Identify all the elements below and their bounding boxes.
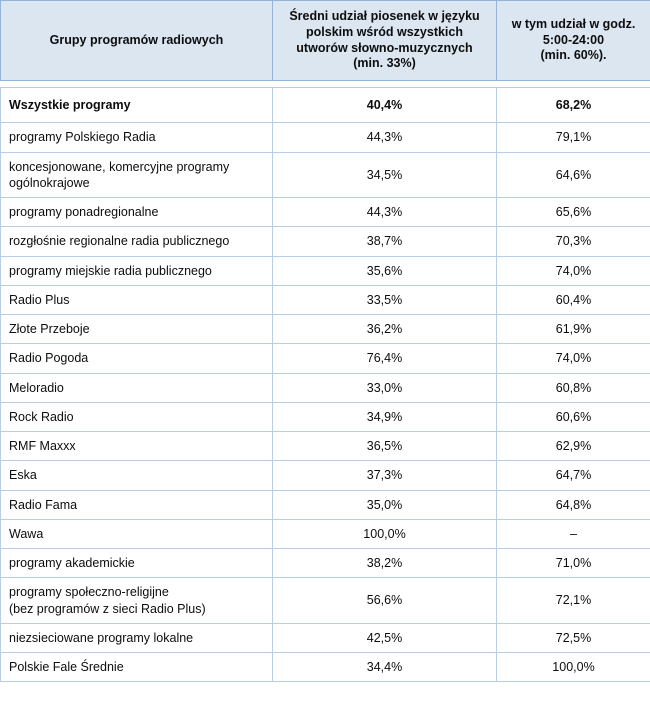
row-share-all: 37,3% [273,461,497,490]
row-share-all: 44,3% [273,198,497,227]
row-share-day: 74,0% [497,344,650,373]
row-label: Złote Przeboje [1,315,273,344]
row-label-line2: ogólnokrajowe [9,175,90,190]
table-row [1,256,650,285]
table-row [1,402,650,431]
row-share-day: 71,0% [497,549,650,578]
row-label-line2: (bez programów z sieci Radio Plus) [9,601,206,616]
row-share-day: 65,6% [497,198,650,227]
row-label: Eska [1,461,273,490]
row-share-all: 56,6% [273,578,497,624]
row-share-day: 61,9% [497,315,650,344]
column-header-group [1,1,273,81]
table-row [1,344,650,373]
row-share-day: 64,7% [497,461,650,490]
row-share-all: 76,4% [273,344,497,373]
row-label: Radio Fama [1,490,273,519]
row-share-day: 74,0% [497,256,650,285]
row-label: niezsieciowane programy lokalne [1,623,273,652]
column-header-share-all-line4: (min. 33%) [353,56,416,71]
table-spacer-row [1,81,650,88]
column-header-share-all [273,1,497,81]
row-label: Radio Plus [1,285,273,314]
column-header-share-all-line3: utworów słowno-muzycznych [296,40,473,55]
row-label: RMF Maxxx [1,432,273,461]
row-share-all: 34,5% [273,152,497,198]
row-label [1,578,273,624]
table-row [1,578,650,624]
column-header-share-day-line3: (min. 60%). [540,48,607,63]
column-header-share-all-line2: polskim wśród wszystkich [306,24,463,39]
row-share-all: 44,3% [273,123,497,152]
row-share-day: 64,8% [497,490,650,519]
table-row [1,519,650,548]
table-row [1,198,650,227]
table-row [1,461,650,490]
row-label: programy miejskie radia publicznego [1,256,273,285]
row-share-all: 34,9% [273,402,497,431]
table-row [1,653,650,682]
row-share-day: 64,6% [497,152,650,198]
row-share-all: 33,0% [273,373,497,402]
row-share-day: 68,2% [497,88,650,123]
row-label: Wszystkie programy [1,88,273,123]
row-share-all: 35,6% [273,256,497,285]
row-share-day: 72,5% [497,623,650,652]
row-share-all: 40,4% [273,88,497,123]
row-share-day: 60,6% [497,402,650,431]
row-label: Radio Pogoda [1,344,273,373]
column-header-group-label: Grupy programów radiowych [49,32,224,47]
row-share-day: 60,4% [497,285,650,314]
column-header-share-day-line1: w tym udział w godz. [511,17,636,32]
row-label: programy ponadregionalne [1,198,273,227]
row-label [1,152,273,198]
column-header-share-all-line1: Średni udział piosenek w języku [289,9,480,24]
row-share-all: 35,0% [273,490,497,519]
row-share-day: 62,9% [497,432,650,461]
row-share-all: 34,4% [273,653,497,682]
row-share-all: 100,0% [273,519,497,548]
row-label: Rock Radio [1,402,273,431]
row-label: rozgłośnie regionalne radia publicznego [1,227,273,256]
row-share-all: 42,5% [273,623,497,652]
row-label: programy akademickie [1,549,273,578]
row-share-all: 36,2% [273,315,497,344]
table-row [1,152,650,198]
row-label-line1: koncesjonowane, komercyjne programy [9,159,230,174]
row-share-all: 36,5% [273,432,497,461]
column-header-share-day-line2: 5:00-24:00 [542,32,605,47]
table-row [1,285,650,314]
row-share-all: 33,5% [273,285,497,314]
row-label: Polskie Fale Średnie [1,653,273,682]
row-share-day: – [497,519,650,548]
row-label: Wawa [1,519,273,548]
row-label-line1: programy społeczno-religijne [9,585,169,600]
table-header-row [1,1,650,81]
table-row [1,373,650,402]
table-row [1,88,650,123]
row-share-all: 38,7% [273,227,497,256]
row-share-day: 72,1% [497,578,650,624]
row-share-day: 60,8% [497,373,650,402]
table-body [1,81,650,682]
table-row [1,227,650,256]
table-row [1,315,650,344]
row-label: Meloradio [1,373,273,402]
column-header-share-day [497,1,650,81]
table-row [1,490,650,519]
row-label: programy Polskiego Radia [1,123,273,152]
table-header [1,1,650,81]
row-share-day: 79,1% [497,123,650,152]
table-spacer-cell [1,81,650,88]
table-row [1,549,650,578]
row-share-day: 100,0% [497,653,650,682]
row-share-day: 70,3% [497,227,650,256]
table-row [1,623,650,652]
table-row [1,432,650,461]
table-row [1,123,650,152]
row-share-all: 38,2% [273,549,497,578]
